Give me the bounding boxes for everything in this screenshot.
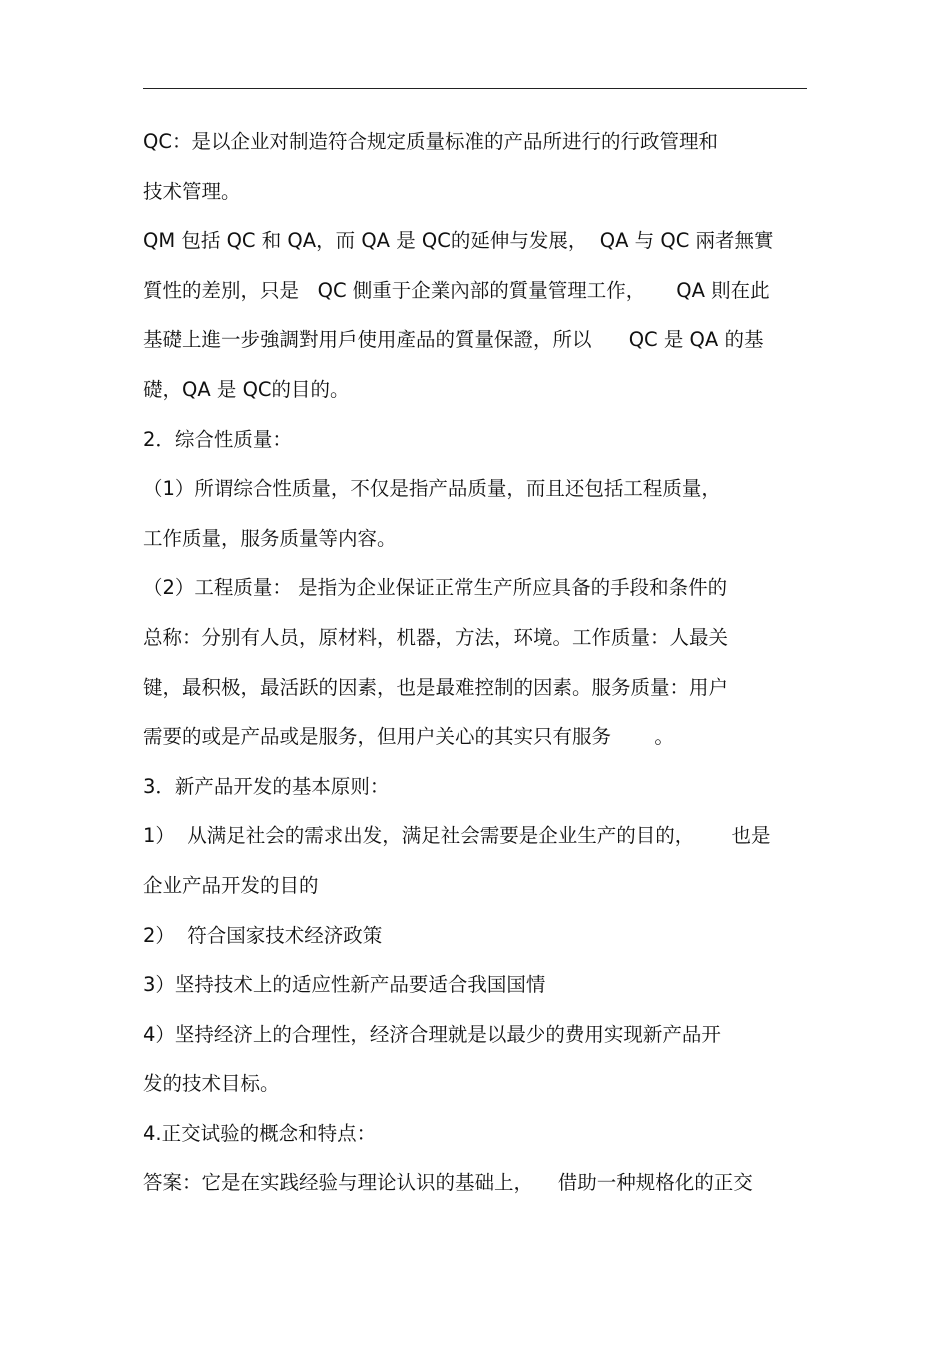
text-line: 礎，QA 是 QC的目的。 [143,377,350,401]
text-line: 工作质量，服务质量等内容。 [143,526,397,550]
text-line: 键，最积极，最活跃的因素，也是最难控制的因素。服务质量：用户 [143,675,729,699]
text-line: 技术管理。 [143,179,241,203]
text-line: 答案：它是在实践经验与理论认识的基础上， 借助一种规格化的正交 [143,1171,753,1195]
list-item: 4）坚持经济上的合理性，经济合理就是以最少的费用实现新产品开 [143,1022,721,1046]
text-line: 发的技术目标。 [143,1072,280,1096]
section-heading: 4.正交试验的概念和特点： [143,1121,377,1145]
text-line: 基礎上進一步強調對用戶使用產品的質量保證，所以 QC 是 QA 的基 [143,328,764,352]
text-line: QC：是以企业对制造符合规定质量标准的产品所进行的行政管理和 [143,130,718,153]
document-body [143,122,807,1213]
text-line: （2）工程质量： 是指为企业保证正常生产所应具备的手段和条件的 [143,576,728,600]
text-line: （1）所谓综合性质量，不仅是指产品质量，而且还包括工程质量， [143,477,721,501]
list-item: 2） 符合国家技术经济政策 [143,923,383,947]
header-rule [143,88,807,89]
text-line: 需要的或是产品或是服务，但用户关心的其实只有服务 。 [143,725,674,749]
list-item: 1） 从满足社会的需求出发，满足社会需要是企业生产的目的， 也是 [143,824,771,848]
text-line: 总称：分别有人员，原材料，机器，方法，环境。工作质量：人最关 [143,625,729,649]
section-heading: 2．综合性质量： [143,427,292,451]
list-item: 3）坚持技术上的适应性新产品要适合我国国情 [143,973,546,997]
text-line: QM 包括 QC 和 QA，而 QA 是 QC的延伸与发展， QA 与 QC 兩者無實 [143,229,774,253]
text-line: 質性的差別，只是 QC 側重于企業內部的質量管理工作， QA 則在此 [143,278,770,302]
text-line: 企业产品开发的目的 [143,873,319,897]
section-heading: 3．新产品开发的基本原则： [143,774,390,798]
